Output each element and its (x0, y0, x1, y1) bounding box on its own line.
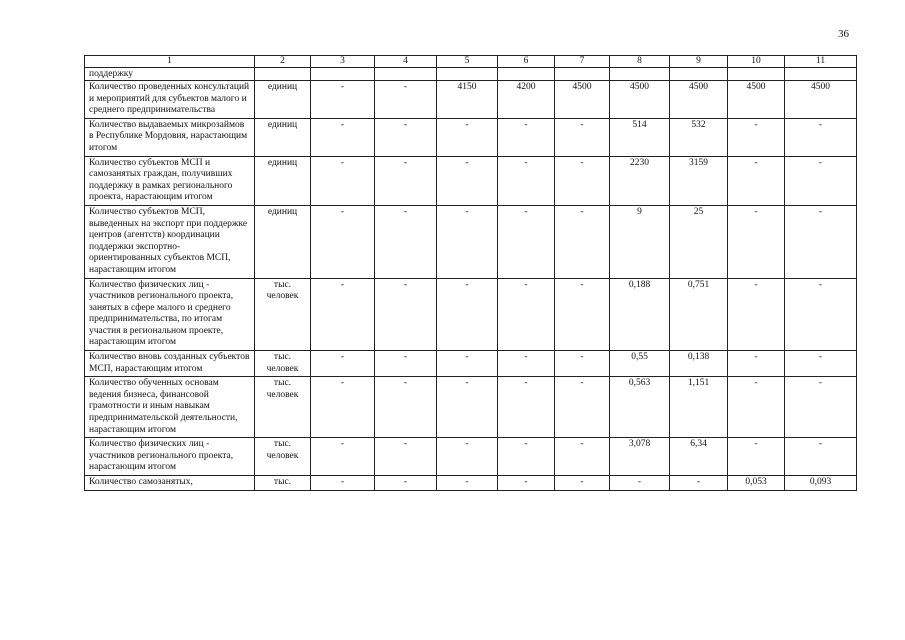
indicator-name-cell: Количество вновь созданных субъектов МСП, нарастающим итогом (85, 351, 255, 377)
value-cell: - (555, 476, 610, 491)
value-cell: - (728, 118, 785, 156)
value-cell: - (785, 438, 857, 476)
value-cell: - (555, 156, 610, 205)
indicator-name-cell: Количество обученных основам ведения бизнеса, финансовой грамотности и иным навыкам предпринимательской деятельности, нарастающим итогом (85, 377, 255, 438)
value-cell: - (785, 377, 857, 438)
value-cell: - (498, 438, 555, 476)
value-cell: - (311, 438, 375, 476)
value-cell: - (375, 351, 437, 377)
value-cell: 2230 (610, 156, 670, 205)
value-cell: - (785, 118, 857, 156)
value-cell: 4500 (555, 81, 610, 119)
value-cell: 4500 (728, 81, 785, 119)
value-cell: 6,34 (670, 438, 728, 476)
value-cell: - (311, 377, 375, 438)
table-row (85, 438, 857, 476)
value-cell: - (498, 278, 555, 351)
value-cell: - (498, 377, 555, 438)
header-cell: 6 (498, 56, 555, 68)
value-cell: - (375, 81, 437, 119)
indicator-name-cell: Количество проведенных консультаций и мероприятий для субъектов малого и среднего предпринимательства (85, 81, 255, 119)
value-cell: - (437, 156, 498, 205)
value-cell: 4500 (610, 81, 670, 119)
header-row (85, 56, 857, 68)
value-cell: - (728, 438, 785, 476)
table-row (85, 81, 857, 119)
value-cell: - (785, 278, 857, 351)
value-cell: - (498, 205, 555, 278)
header-cell: 3 (311, 56, 375, 68)
value-cell: - (555, 205, 610, 278)
header-cell: 9 (670, 56, 728, 68)
value-cell: - (437, 118, 498, 156)
value-cell: 3,078 (610, 438, 670, 476)
value-cell: - (555, 351, 610, 377)
unit-cell: тыс. человек (255, 278, 311, 351)
indicator-name-cell: Количество самозанятых, (85, 476, 255, 491)
header-cell: 11 (785, 56, 857, 68)
indicator-name-cell: Количество физических лиц - участников регионального проекта, занятых в сфере малого и среднего предпринимательства, по итогам участия в региональном проекте, нарастающим итогом (85, 278, 255, 351)
page-number: 36 (838, 28, 849, 40)
indicators-table (84, 55, 857, 491)
indicator-name-cell: Количество субъектов МСП и самозанятых граждан, получивших поддержку в рамках регионального проекта, нарастающим итогом (85, 156, 255, 205)
value-cell: - (498, 118, 555, 156)
value-cell: - (437, 278, 498, 351)
value-cell: - (437, 438, 498, 476)
value-cell: - (311, 278, 375, 351)
continuation-row (85, 68, 857, 81)
value-cell: 514 (610, 118, 670, 156)
header-cell: 4 (375, 56, 437, 68)
value-cell: - (498, 351, 555, 377)
unit-cell: тыс. человек (255, 438, 311, 476)
value-cell: 0,093 (785, 476, 857, 491)
value-cell: - (728, 278, 785, 351)
unit-cell: тыс. человек (255, 377, 311, 438)
value-cell: - (375, 205, 437, 278)
unit-cell: единиц (255, 118, 311, 156)
value-cell: - (311, 351, 375, 377)
value-cell: - (785, 156, 857, 205)
value-cell: - (375, 377, 437, 438)
table-row (85, 118, 857, 156)
value-cell: - (785, 351, 857, 377)
value-cell: - (785, 205, 857, 278)
value-cell: - (375, 118, 437, 156)
header-cell: 7 (555, 56, 610, 68)
value-cell: - (437, 351, 498, 377)
table-row (85, 205, 857, 278)
value-cell: - (375, 278, 437, 351)
value-cell: - (437, 205, 498, 278)
unit-cell: единиц (255, 81, 311, 119)
value-cell: 1,151 (670, 377, 728, 438)
value-cell: - (728, 377, 785, 438)
header-cell: 10 (728, 56, 785, 68)
value-cell: - (555, 278, 610, 351)
value-cell: - (311, 81, 375, 119)
value-cell: - (610, 476, 670, 491)
header-cell: 5 (437, 56, 498, 68)
header-cell: 8 (610, 56, 670, 68)
header-cell: 2 (255, 56, 311, 68)
unit-cell: единиц (255, 156, 311, 205)
table-row (85, 476, 857, 491)
unit-cell: тыс. (255, 476, 311, 491)
indicator-name-cell: Количество физических лиц - участников регионального проекта, нарастающим итогом (85, 438, 255, 476)
value-cell: 4200 (498, 81, 555, 119)
value-cell: 0,55 (610, 351, 670, 377)
value-cell: - (555, 377, 610, 438)
value-cell: 4500 (785, 81, 857, 119)
unit-cell: тыс. человек (255, 351, 311, 377)
indicator-name-cell: Количество субъектов МСП, выведенных на экспорт при поддержке центров (агентств) координации поддержки экспортно-ориентированных субъектов МСП, нарастающим итогом (85, 205, 255, 278)
table-row (85, 278, 857, 351)
indicator-name-cell: Количество выдаваемых микрозаймов в Республике Мордовия, нарастающим итогом (85, 118, 255, 156)
value-cell: - (311, 476, 375, 491)
value-cell: - (311, 118, 375, 156)
value-cell: 25 (670, 205, 728, 278)
value-cell: - (311, 156, 375, 205)
header-cell: 1 (85, 56, 255, 68)
value-cell: 0,563 (610, 377, 670, 438)
value-cell: 9 (610, 205, 670, 278)
table-row (85, 377, 857, 438)
value-cell: 532 (670, 118, 728, 156)
value-cell: 4150 (437, 81, 498, 119)
value-cell: 3159 (670, 156, 728, 205)
value-cell: - (728, 351, 785, 377)
value-cell: - (498, 476, 555, 491)
value-cell: 0,138 (670, 351, 728, 377)
value-cell: - (437, 377, 498, 438)
value-cell: - (437, 476, 498, 491)
value-cell: - (311, 205, 375, 278)
value-cell: - (728, 205, 785, 278)
value-cell: - (498, 156, 555, 205)
value-cell: - (375, 476, 437, 491)
value-cell: 4500 (670, 81, 728, 119)
value-cell: 0,188 (610, 278, 670, 351)
table-row (85, 351, 857, 377)
value-cell: - (375, 156, 437, 205)
unit-cell: единиц (255, 205, 311, 278)
value-cell: - (670, 476, 728, 491)
continuation-cell: поддержку (85, 68, 255, 81)
value-cell: - (728, 156, 785, 205)
value-cell: - (555, 118, 610, 156)
value-cell: - (375, 438, 437, 476)
table-row (85, 156, 857, 205)
value-cell: - (555, 438, 610, 476)
value-cell: 0,053 (728, 476, 785, 491)
value-cell: 0,751 (670, 278, 728, 351)
